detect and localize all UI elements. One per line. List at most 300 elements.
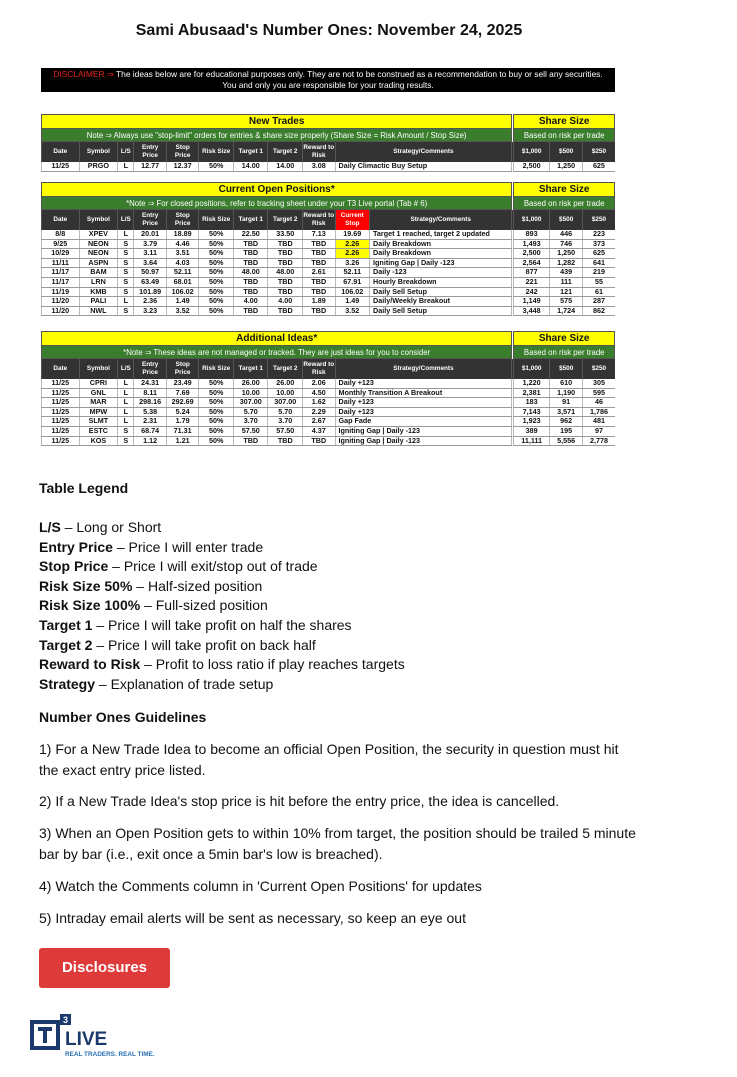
- table-cell: 595: [583, 388, 615, 398]
- logo-word: LIVE: [65, 1029, 108, 1050]
- table-cell: TBD: [268, 287, 303, 297]
- table-cell: 2,778: [583, 436, 615, 446]
- table-cell: 195: [549, 426, 583, 436]
- table-cell: 55: [583, 277, 615, 287]
- table-cell: 10.00: [233, 388, 268, 398]
- table-cell: 11/25: [42, 388, 80, 398]
- table-cell: TBD: [268, 249, 303, 259]
- share-size-title: Share Size: [514, 332, 615, 346]
- table-cell: 3.52: [335, 306, 370, 316]
- guidelines-heading: Number Ones Guidelines: [39, 709, 207, 725]
- table-cell: 12.77: [134, 162, 167, 171]
- table-cell: TBD: [233, 239, 268, 249]
- table-cell: 11/25: [42, 417, 80, 427]
- guideline-5: 5) Intraday email alerts will be sent as necessary, so keep an eye out: [39, 910, 466, 926]
- table-cell: Monthly Transition A Breakout: [335, 388, 512, 398]
- table-cell: 1,250: [549, 162, 583, 171]
- legend-term: Target 2: [39, 636, 93, 653]
- col-date: Date: [42, 210, 80, 231]
- table-row: [42, 417, 615, 427]
- col-500: $500: [549, 210, 583, 231]
- table-cell: 23.49: [166, 379, 199, 388]
- open-positions-note: *Note ⇒ For closed positions, refer to tracking sheet under your T3 Live portal (Tab # 6): [42, 197, 512, 210]
- table-cell: 292.69: [166, 398, 199, 408]
- table-cell: 862: [583, 306, 615, 316]
- col-500: $500: [549, 142, 583, 163]
- table-cell: KMB: [79, 287, 118, 297]
- col-strategy: Strategy/Comments: [335, 142, 512, 163]
- col-entry: Entry Price: [134, 359, 167, 380]
- legend-item: [39, 656, 405, 672]
- table-cell: 121: [549, 287, 583, 297]
- table-cell: XPEV: [79, 230, 118, 239]
- table-cell: TBD: [268, 239, 303, 249]
- table-row: [42, 379, 615, 388]
- table-cell: 287: [583, 297, 615, 307]
- table-cell: 50%: [199, 297, 234, 307]
- col-target2: Target 2: [268, 359, 303, 380]
- col-target1: Target 1: [233, 142, 268, 163]
- col-date: Date: [42, 142, 80, 163]
- table-cell: NWL: [79, 306, 118, 316]
- table-cell: S: [118, 287, 134, 297]
- table-cell: TBD: [303, 239, 336, 249]
- table-cell: TBD: [303, 258, 336, 268]
- page-title: Sami Abusaad's Number Ones: November 24, 2025: [135, 22, 523, 39]
- table-cell: S: [118, 258, 134, 268]
- table-cell: Daily +123: [335, 407, 512, 417]
- table-cell: 22.50: [233, 230, 268, 239]
- table-cell: 3.79: [134, 239, 167, 249]
- table-cell: 1.12: [134, 436, 167, 446]
- table-cell: 2.06: [303, 379, 336, 388]
- table-cell: 18.89: [166, 230, 199, 239]
- table-cell: 3.51: [166, 249, 199, 259]
- table-cell: 7.69: [166, 388, 199, 398]
- col-reward-risk: Reward to Risk: [303, 359, 336, 380]
- table-cell: L: [118, 379, 134, 388]
- table-cell: 11/25: [42, 162, 80, 171]
- table-cell: TBD: [268, 306, 303, 316]
- table-cell: 9/25: [42, 239, 80, 249]
- table-cell: 3,448: [514, 306, 550, 316]
- table-row: [42, 258, 615, 268]
- table-row: [42, 287, 615, 297]
- share-size-sub: Based on risk per trade: [514, 129, 615, 142]
- table-cell: 50%: [199, 417, 234, 427]
- table-cell: 8.11: [134, 388, 167, 398]
- table-cell: 50%: [199, 162, 234, 171]
- table-cell: 962: [549, 417, 583, 427]
- table-cell: 50%: [199, 388, 234, 398]
- open-positions-title: Current Open Positions*: [42, 183, 512, 197]
- table-cell: 111: [549, 277, 583, 287]
- col-ls: L/S: [118, 359, 134, 380]
- table-cell: 5.38: [134, 407, 167, 417]
- col-target1: Target 1: [233, 359, 268, 380]
- table-cell: 1,923: [514, 417, 550, 427]
- disclaimer-line1: The ideas below are for educational purposes only. They are not to be construed as a recommendation to buy or sell any securities.: [116, 69, 603, 79]
- col-risk: Risk Size: [199, 359, 234, 380]
- table-cell: 446: [549, 230, 583, 239]
- legend-term: L/S: [39, 519, 61, 535]
- table-cell: 3.70: [233, 417, 268, 427]
- legend-item: [39, 637, 316, 653]
- col-target1: Target 1: [233, 210, 268, 231]
- legend-desc: – Price I will take profit on back half: [92, 636, 316, 653]
- table-cell: 48.00: [268, 268, 303, 278]
- table-cell: PALI: [79, 297, 118, 307]
- table-cell: Igniting Gap | Daily -123: [370, 258, 512, 268]
- table-cell: 3.70: [268, 417, 303, 427]
- col-1000: $1,000: [514, 142, 550, 163]
- table-cell: 1,250: [549, 249, 583, 259]
- table-cell: 5.70: [233, 407, 268, 417]
- legend-item: [39, 597, 268, 613]
- table-cell: 3,571: [549, 407, 583, 417]
- table-cell: 3.11: [134, 249, 167, 259]
- open-positions-table: [41, 182, 615, 316]
- table-cell: 50.97: [134, 268, 167, 278]
- table-cell: Daily Breakdown: [370, 249, 512, 259]
- table-cell: 11/11: [42, 258, 80, 268]
- table-cell: L: [118, 407, 134, 417]
- column-header-row: [42, 359, 615, 380]
- table-cell: L: [118, 297, 134, 307]
- table-cell: 877: [514, 268, 550, 278]
- col-stop: Stop Price: [166, 210, 199, 231]
- table-cell: S: [118, 426, 134, 436]
- table-cell: 26.00: [233, 379, 268, 388]
- table-cell: TBD: [233, 258, 268, 268]
- t3-live-logo: [29, 1014, 179, 1060]
- table-cell: 2.26: [335, 239, 370, 249]
- legend-item: [39, 676, 273, 692]
- table-row: [42, 297, 615, 307]
- col-ls: L/S: [118, 142, 134, 163]
- table-cell: 11/20: [42, 297, 80, 307]
- additional-ideas-title: Additional Ideas*: [42, 332, 512, 346]
- col-symbol: Symbol: [79, 142, 118, 163]
- table-cell: Hourly Breakdown: [370, 277, 512, 287]
- table-cell: 1,786: [583, 407, 615, 417]
- legend-desc: – Profit to loss ratio if play reaches targets: [140, 656, 405, 673]
- arrow-icon: ⇒: [106, 69, 114, 79]
- table-cell: LRN: [79, 277, 118, 287]
- share-size-sub: Based on risk per trade: [514, 346, 615, 359]
- table-cell: 4.00: [268, 297, 303, 307]
- table-cell: S: [118, 249, 134, 259]
- table-cell: SLMT: [79, 417, 118, 427]
- table-cell: 48.00: [233, 268, 268, 278]
- table-cell: 481: [583, 417, 615, 427]
- table-cell: 11/25: [42, 436, 80, 446]
- table-cell: 1.21: [166, 436, 199, 446]
- disclosures-button[interactable]: Disclosures: [39, 948, 170, 988]
- table-cell: 10.00: [268, 388, 303, 398]
- table-cell: 1.49: [166, 297, 199, 307]
- table-cell: 625: [583, 249, 615, 259]
- col-symbol: Symbol: [79, 359, 118, 380]
- table-cell: Daily +123: [335, 398, 512, 408]
- table-cell: MPW: [79, 407, 118, 417]
- table-cell: L: [118, 388, 134, 398]
- table-cell: 7.13: [303, 230, 336, 239]
- table-cell: 33.50: [268, 230, 303, 239]
- additional-ideas-table: [41, 331, 615, 446]
- legend-desc: – Price I will enter trade: [112, 538, 264, 555]
- legend-item: [39, 519, 161, 535]
- table-cell: S: [118, 436, 134, 446]
- table-cell: 52.11: [166, 268, 199, 278]
- table-cell: 50%: [199, 268, 234, 278]
- table-cell: 4.50: [303, 388, 336, 398]
- col-entry: Entry Price: [134, 210, 167, 231]
- table-cell: 46: [583, 398, 615, 408]
- table-cell: TBD: [303, 287, 336, 297]
- col-ls: L/S: [118, 210, 134, 231]
- col-target2: Target 2: [268, 210, 303, 231]
- table-cell: 91: [549, 398, 583, 408]
- new-trades-title: New Trades: [42, 115, 512, 129]
- table-cell: 1.89: [303, 297, 336, 307]
- legend-desc: – Price I will exit/stop out of trade: [108, 558, 318, 575]
- legend-term: Reward to Risk: [39, 656, 141, 673]
- table-cell: 221: [514, 277, 550, 287]
- table-cell: 68.74: [134, 426, 167, 436]
- table-cell: 11/17: [42, 277, 80, 287]
- col-strategy: Strategy/Comments: [370, 210, 512, 231]
- table-cell: 2,500: [514, 249, 550, 259]
- table-cell: TBD: [268, 258, 303, 268]
- table-cell: 24.31: [134, 379, 167, 388]
- table-cell: 625: [583, 162, 615, 171]
- table-row: [42, 398, 615, 408]
- guideline-3: 3) When an Open Position gets to within 10% from target, the position should be trailed 5 minute bar by bar (i.e., exit once a 5min bar's low is breached).: [39, 825, 636, 862]
- legend-desc: – Explanation of trade setup: [95, 675, 274, 692]
- table-cell: 2,564: [514, 258, 550, 268]
- table-cell: TBD: [233, 436, 268, 446]
- table-cell: TBD: [233, 306, 268, 316]
- table-row: [42, 306, 615, 316]
- guideline-1: 1) For a New Trade Idea to become an official Open Position, the security in question must hit the exact entry price listed.: [39, 741, 619, 778]
- legend-term: Risk Size 100%: [39, 597, 141, 614]
- column-header-row: [42, 142, 615, 163]
- table-cell: TBD: [303, 306, 336, 316]
- table-row: [42, 268, 615, 278]
- table-cell: 97: [583, 426, 615, 436]
- disclaimer-line2: You and only you are responsible for your trading results.: [222, 80, 434, 90]
- table-cell: 4.03: [166, 258, 199, 268]
- table-cell: TBD: [303, 249, 336, 259]
- table-cell: TBD: [233, 287, 268, 297]
- table-cell: 50%: [199, 398, 234, 408]
- table-cell: 373: [583, 239, 615, 249]
- table-row: [42, 162, 615, 171]
- table-cell: TBD: [303, 277, 336, 287]
- table-cell: 1.49: [335, 297, 370, 307]
- legend-item: [39, 539, 263, 555]
- table-cell: S: [118, 239, 134, 249]
- table-cell: Gap Fade: [335, 417, 512, 427]
- table-cell: 11/17: [42, 268, 80, 278]
- table-cell: 1,724: [549, 306, 583, 316]
- legend-item: [39, 578, 262, 594]
- table-row: [42, 388, 615, 398]
- table-cell: 641: [583, 258, 615, 268]
- table-cell: Daily -123: [370, 268, 512, 278]
- col-current-stop: Current Stop: [335, 210, 370, 231]
- col-reward-risk: Reward to Risk: [303, 142, 336, 163]
- table-cell: 61: [583, 287, 615, 297]
- table-cell: Igniting Gap | Daily -123: [335, 436, 512, 446]
- table-cell: 893: [514, 230, 550, 239]
- table-cell: 11/25: [42, 398, 80, 408]
- table-row: [42, 239, 615, 249]
- table-cell: TBD: [303, 436, 336, 446]
- table-cell: 2.67: [303, 417, 336, 427]
- col-risk: Risk Size: [199, 210, 234, 231]
- table-cell: 2.61: [303, 268, 336, 278]
- col-target2: Target 2: [268, 142, 303, 163]
- table-cell: 5.24: [166, 407, 199, 417]
- table-cell: 101.89: [134, 287, 167, 297]
- table-cell: BAM: [79, 268, 118, 278]
- table-row: [42, 426, 615, 436]
- table-cell: 20.01: [134, 230, 167, 239]
- table-cell: 52.11: [335, 268, 370, 278]
- col-1000: $1,000: [514, 359, 550, 380]
- additional-ideas-note: *Note ⇒ These ideas are not managed or tracked. They are just ideas for you to consider: [42, 346, 512, 359]
- legend-desc: – Price I will take profit on half the shares: [92, 617, 352, 633]
- guideline-2: 2) If a New Trade Idea's stop price is hit before the entry price, the idea is cancelled.: [39, 793, 560, 809]
- col-entry: Entry Price: [134, 142, 167, 163]
- table-cell: Daily Sell Setup: [370, 287, 512, 297]
- table-row: [42, 249, 615, 259]
- table-cell: 68.01: [166, 277, 199, 287]
- table-cell: S: [118, 306, 134, 316]
- share-size-title: Share Size: [514, 183, 615, 197]
- legend-heading: Table Legend: [39, 480, 129, 496]
- table-cell: Daily/Weekly Breakout: [370, 297, 512, 307]
- table-cell: Igniting Gap | Daily -123: [335, 426, 512, 436]
- table-cell: 242: [514, 287, 550, 297]
- table-cell: ASPN: [79, 258, 118, 268]
- table-cell: 50%: [199, 436, 234, 446]
- table-cell: 14.00: [268, 162, 303, 171]
- col-symbol: Symbol: [79, 210, 118, 231]
- table-cell: CPRI: [79, 379, 118, 388]
- table-cell: S: [118, 277, 134, 287]
- table-cell: 50%: [199, 306, 234, 316]
- table-cell: 5.70: [268, 407, 303, 417]
- legend-item: [39, 558, 318, 574]
- table-cell: 50%: [199, 277, 234, 287]
- table-cell: 106.02: [335, 287, 370, 297]
- table-cell: ESTC: [79, 426, 118, 436]
- legend-term: Stop Price: [39, 558, 109, 575]
- legend-desc: – Long or Short: [60, 519, 162, 535]
- table-cell: TBD: [268, 436, 303, 446]
- col-250: $250: [583, 142, 615, 163]
- table-row: [42, 277, 615, 287]
- table-cell: 2.29: [303, 407, 336, 417]
- disclaimer-banner: [41, 68, 615, 92]
- table-cell: Daily Climactic Buy Setup: [335, 162, 512, 171]
- share-size-title: Share Size: [514, 115, 615, 129]
- table-cell: S: [118, 268, 134, 278]
- col-strategy: Strategy/Comments: [335, 359, 512, 380]
- table-cell: 7,143: [514, 407, 550, 417]
- table-cell: 4.37: [303, 426, 336, 436]
- table-cell: 1,282: [549, 258, 583, 268]
- table-cell: 50%: [199, 249, 234, 259]
- col-250: $250: [583, 359, 615, 380]
- table-cell: TBD: [268, 277, 303, 287]
- table-cell: Daily Breakdown: [370, 239, 512, 249]
- table-cell: 71.31: [166, 426, 199, 436]
- new-trades-table: [41, 114, 615, 172]
- table-cell: 610: [549, 379, 583, 388]
- table-cell: 12.37: [166, 162, 199, 171]
- table-cell: 67.91: [335, 277, 370, 287]
- share-size-sub: Based on risk per trade: [514, 197, 615, 210]
- table-cell: 3.52: [166, 306, 199, 316]
- table-cell: 11/20: [42, 306, 80, 316]
- table-cell: 307.00: [233, 398, 268, 408]
- table-cell: GNL: [79, 388, 118, 398]
- table-cell: 50%: [199, 426, 234, 436]
- col-reward-risk: Reward to Risk: [303, 210, 336, 231]
- table-cell: 50%: [199, 258, 234, 268]
- table-cell: 305: [583, 379, 615, 388]
- table-cell: 439: [549, 268, 583, 278]
- table-cell: 11,111: [514, 436, 550, 446]
- table-cell: 14.00: [233, 162, 268, 171]
- table-cell: TBD: [233, 249, 268, 259]
- table-row: [42, 407, 615, 417]
- table-cell: 2,500: [514, 162, 550, 171]
- table-cell: Target 1 reached, target 2 updated: [370, 230, 512, 239]
- table-cell: L: [118, 417, 134, 427]
- table-cell: NEON: [79, 249, 118, 259]
- table-cell: 3.08: [303, 162, 336, 171]
- table-row: [42, 230, 615, 239]
- table-cell: 389: [514, 426, 550, 436]
- table-cell: 298.16: [134, 398, 167, 408]
- table-cell: 1,190: [549, 388, 583, 398]
- table-cell: 1,493: [514, 239, 550, 249]
- col-stop: Stop Price: [166, 142, 199, 163]
- col-500: $500: [549, 359, 583, 380]
- table-cell: MAR: [79, 398, 118, 408]
- legend-desc: – Half-sized position: [132, 577, 263, 594]
- col-stop: Stop Price: [166, 359, 199, 380]
- table-cell: 1.79: [166, 417, 199, 427]
- table-cell: L: [118, 398, 134, 408]
- table-cell: 1,220: [514, 379, 550, 388]
- table-cell: 63.49: [134, 277, 167, 287]
- table-cell: 57.50: [268, 426, 303, 436]
- table-cell: TBD: [233, 277, 268, 287]
- table-cell: 11/25: [42, 426, 80, 436]
- table-cell: 2.36: [134, 297, 167, 307]
- additional-ideas-grid: [41, 331, 615, 446]
- table-cell: 11/25: [42, 407, 80, 417]
- table-cell: 106.02: [166, 287, 199, 297]
- legend-term: Strategy: [39, 675, 96, 692]
- table-row: [42, 436, 615, 446]
